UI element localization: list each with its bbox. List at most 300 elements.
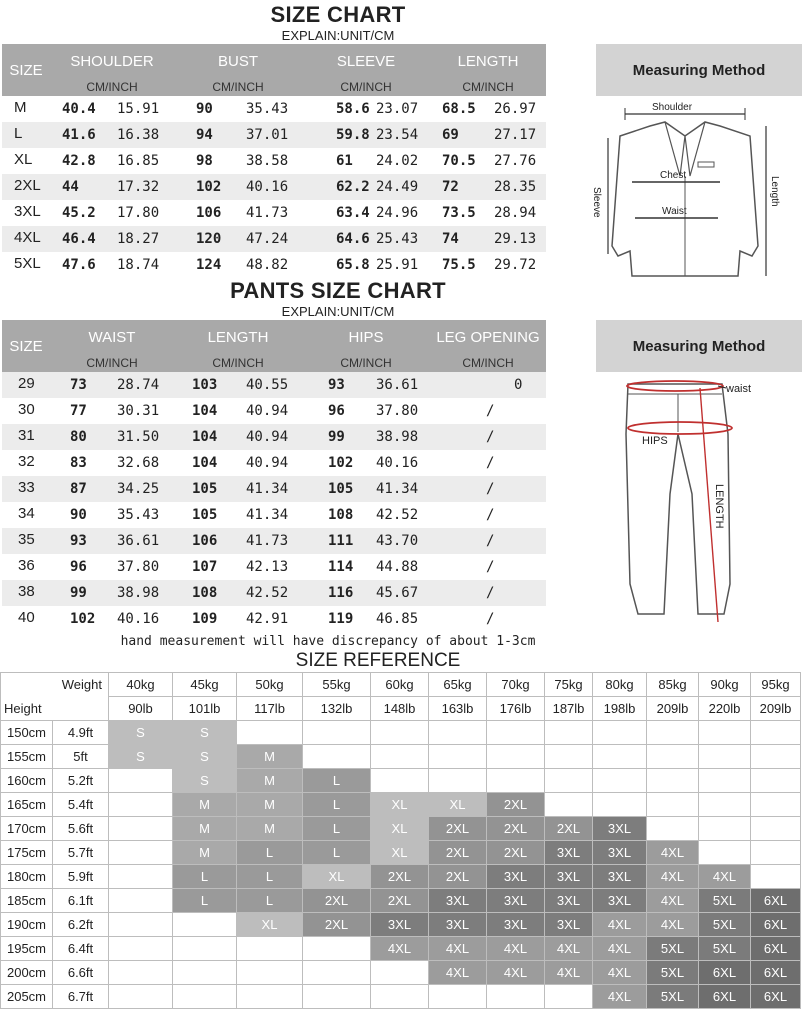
pants-row-size: 34 (18, 505, 35, 522)
size-cell (487, 985, 545, 1009)
size-cell: L (303, 841, 371, 865)
size-cell (173, 985, 237, 1009)
pants-sub-length: CM/INCH (212, 356, 264, 370)
jacket-cell: 28.94 (494, 205, 537, 221)
height-ft: 5.2ft (53, 769, 109, 793)
size-cell: 3XL (593, 841, 647, 865)
size-cell: 5XL (647, 985, 699, 1009)
size-cell: 2XL (303, 889, 371, 913)
weight-lb: 132lb (303, 697, 371, 721)
reference-row (1, 937, 801, 961)
pants-row (2, 476, 546, 502)
size-cell (109, 985, 173, 1009)
size-cell (751, 817, 801, 841)
weight-kg: 70kg (487, 673, 545, 697)
size-cell (237, 721, 303, 745)
height-ft: 5.4ft (53, 793, 109, 817)
reference-row (1, 721, 801, 745)
size-cell (751, 865, 801, 889)
jacket-cell: 47.24 (246, 231, 289, 247)
jacket-cell: 74 (442, 231, 459, 247)
size-cell: 6XL (751, 937, 801, 961)
size-cell (699, 817, 751, 841)
reference-row (1, 865, 801, 889)
jacket-col-shoulder: SHOULDER (70, 53, 154, 70)
pants-cell: 37.80 (376, 403, 419, 419)
size-cell (109, 817, 173, 841)
jacket-cell: 38.58 (246, 153, 289, 169)
pants-cell: 37.80 (117, 559, 160, 575)
size-cell (751, 793, 801, 817)
size-cell: L (237, 889, 303, 913)
size-cell: 3XL (487, 913, 545, 937)
pants-cell: 34.25 (117, 481, 160, 497)
jacket-row-size: 2XL (14, 177, 41, 194)
pants-row-size: 31 (18, 427, 35, 444)
jacket-row (2, 96, 546, 122)
jacket-cell: 44 (62, 179, 79, 195)
jacket-row-size: 3XL (14, 203, 41, 220)
diagram-chest-label: Chest (660, 170, 687, 181)
jacket-row-size: XL (14, 151, 33, 168)
size-cell: L (237, 841, 303, 865)
size-cell (109, 793, 173, 817)
diagram-sleeve-label: Sleeve (591, 187, 602, 218)
jacket-cell: 29.13 (494, 231, 537, 247)
pants-cell: 30.31 (117, 403, 160, 419)
pants-cell: 104 (192, 455, 218, 471)
pants-cell: 77 (70, 403, 87, 419)
pants-explain: EXPLAIN:UNIT/CM (281, 304, 395, 319)
pants-cell: 40.94 (246, 429, 289, 445)
size-cell: 6XL (699, 961, 751, 985)
height-cm: 190cm (1, 913, 53, 937)
jacket-cell: 29.72 (494, 257, 537, 273)
pants-cell: / (486, 429, 495, 445)
size-cell: 2XL (429, 817, 487, 841)
size-cell: 2XL (545, 817, 593, 841)
size-cell: 4XL (593, 913, 647, 937)
size-cell: L (237, 865, 303, 889)
diagram-length-label: Length (769, 176, 780, 207)
height-ft: 6.7ft (53, 985, 109, 1009)
pants-cell: 40.94 (246, 455, 289, 471)
size-cell: 4XL (545, 937, 593, 961)
size-cell (593, 793, 647, 817)
size-cell: 2XL (303, 913, 371, 937)
size-cell: 2XL (487, 793, 545, 817)
pants-cell: 93 (328, 377, 345, 393)
pants-col-size: SIZE (9, 338, 43, 355)
pants-row-size: 32 (18, 453, 35, 470)
jacket-cell: 40.16 (246, 179, 289, 195)
pants-cell: 104 (192, 429, 218, 445)
pants-cell: 105 (328, 481, 354, 497)
pants-cell: 41.73 (246, 533, 289, 549)
size-cell: L (303, 817, 371, 841)
size-cell (237, 985, 303, 1009)
size-cell: 3XL (593, 889, 647, 913)
jacket-cell: 46.4 (62, 231, 96, 247)
jacket-cell: 102 (196, 179, 222, 195)
size-cell (699, 745, 751, 769)
height-label: Height (1, 697, 109, 721)
pants-cell: 0 (514, 377, 523, 393)
size-cell: 4XL (429, 937, 487, 961)
size-cell: 3XL (593, 865, 647, 889)
pants-cell: 119 (328, 611, 354, 627)
size-cell: 2XL (371, 889, 429, 913)
size-cell (109, 937, 173, 961)
jacket-cell: 48.82 (246, 257, 289, 273)
jacket-cell: 41.73 (246, 205, 289, 221)
pants-cell: / (486, 559, 495, 575)
jacket-cell: 25.43 (376, 231, 419, 247)
height-cm: 185cm (1, 889, 53, 913)
pants-col-hips: HIPS (348, 329, 384, 346)
size-cell: 4XL (647, 889, 699, 913)
size-cell (545, 745, 593, 769)
size-cell (109, 841, 173, 865)
pants-cell: 111 (328, 533, 354, 549)
weight-lb: 101lb (173, 697, 237, 721)
jacket-cell: 98 (196, 153, 213, 169)
size-cell: S (109, 721, 173, 745)
pants-cell: / (486, 585, 495, 601)
pants-cell: 35.43 (117, 507, 160, 523)
jacket-cell: 73.5 (442, 205, 476, 221)
pants-cell: 80 (70, 429, 87, 445)
size-cell (751, 745, 801, 769)
size-cell: S (173, 745, 237, 769)
weight-kg: 85kg (647, 673, 699, 697)
size-cell: 4XL (371, 937, 429, 961)
size-cell (545, 721, 593, 745)
size-cell: XL (371, 841, 429, 865)
jacket-cell: 24.02 (376, 153, 419, 169)
jacket-chart-title: SIZE CHART (270, 2, 406, 27)
pants-cell: 40.94 (246, 403, 289, 419)
pants-cell: 41.34 (246, 481, 289, 497)
jacket-col-size: SIZE (9, 62, 43, 79)
jacket-cell: 41.6 (62, 127, 96, 143)
size-cell: S (109, 745, 173, 769)
pants-cell: 108 (192, 585, 218, 601)
pants-cell: / (486, 611, 495, 627)
jacket-row-size: L (14, 125, 23, 142)
height-cm: 175cm (1, 841, 53, 865)
jacket-cell: 37.01 (246, 127, 289, 143)
size-cell: S (173, 721, 237, 745)
size-cell (109, 913, 173, 937)
reference-row (1, 841, 801, 865)
pants-row (2, 606, 546, 632)
size-cell: 5XL (647, 937, 699, 961)
pants-cell: 38.98 (376, 429, 419, 445)
jacket-sub-sleeve: CM/INCH (340, 80, 392, 94)
pants-cell: 32.68 (117, 455, 160, 471)
jacket-cell: 24.49 (376, 179, 419, 195)
size-cell: XL (371, 793, 429, 817)
weight-lb: 209lb (647, 697, 699, 721)
pants-cell: 38.98 (117, 585, 160, 601)
size-cell: 3XL (487, 865, 545, 889)
jacket-row (2, 148, 546, 174)
pants-sub-waist: CM/INCH (86, 356, 138, 370)
jacket-row (2, 122, 546, 148)
jacket-measuring-method: Measuring Method (596, 44, 802, 96)
size-cell (647, 817, 699, 841)
size-cell (371, 721, 429, 745)
size-cell: 6XL (751, 985, 801, 1009)
jacket-cell: 94 (196, 127, 213, 143)
jacket-cell: 45.2 (62, 205, 96, 221)
height-cm: 170cm (1, 817, 53, 841)
jacket-cell: 16.38 (117, 127, 160, 143)
jacket-cell: 25.91 (376, 257, 419, 273)
weight-lb: 148lb (371, 697, 429, 721)
size-cell (173, 937, 237, 961)
pants-cell: / (486, 455, 495, 471)
pants-sub-hips: CM/INCH (340, 356, 392, 370)
jacket-diagram (580, 96, 790, 286)
pants-cell: 73 (70, 377, 87, 393)
pants-row (2, 424, 546, 450)
size-cell: 4XL (647, 865, 699, 889)
pants-sub-leg-opening: CM/INCH (462, 356, 514, 370)
height-cm: 205cm (1, 985, 53, 1009)
size-cell (545, 985, 593, 1009)
height-ft: 5.6ft (53, 817, 109, 841)
size-cell: 4XL (429, 961, 487, 985)
size-cell: M (237, 769, 303, 793)
height-cm: 165cm (1, 793, 53, 817)
pants-cell: 116 (328, 585, 354, 601)
jacket-cell: 42.8 (62, 153, 96, 169)
jacket-cell: 16.85 (117, 153, 160, 169)
diagram-hips-label: HIPS (642, 435, 668, 447)
jacket-cell: 63.4 (336, 205, 370, 221)
size-cell: M (173, 841, 237, 865)
jacket-row (2, 200, 546, 226)
jacket-cell: 18.27 (117, 231, 160, 247)
size-cell: 3XL (371, 913, 429, 937)
pants-cell: 28.74 (117, 377, 160, 393)
size-cell (429, 985, 487, 1009)
size-cell: 4XL (647, 913, 699, 937)
jacket-cell: 17.80 (117, 205, 160, 221)
diagram-shoulder-label: Shoulder (652, 102, 693, 113)
height-ft: 5ft (53, 745, 109, 769)
jacket-cell: 59.8 (336, 127, 370, 143)
size-cell (109, 769, 173, 793)
size-cell (371, 745, 429, 769)
pants-cell: 40.16 (117, 611, 160, 627)
size-cell (699, 769, 751, 793)
size-cell: S (173, 769, 237, 793)
size-cell (429, 721, 487, 745)
size-cell: L (303, 793, 371, 817)
height-ft: 6.2ft (53, 913, 109, 937)
size-cell: 4XL (487, 937, 545, 961)
jacket-cell: 17.32 (117, 179, 160, 195)
reference-row (1, 745, 801, 769)
pants-row (2, 580, 546, 606)
size-cell (487, 745, 545, 769)
size-cell: 5XL (699, 937, 751, 961)
pants-cell: 105 (192, 507, 218, 523)
pants-row (2, 372, 546, 398)
pants-cell: 41.34 (246, 507, 289, 523)
size-cell (699, 721, 751, 745)
size-cell (429, 769, 487, 793)
size-cell (237, 961, 303, 985)
size-cell: XL (371, 817, 429, 841)
size-cell (751, 769, 801, 793)
pants-cell: 42.13 (246, 559, 289, 575)
jacket-cell: 68.5 (442, 101, 476, 117)
pants-cell: 108 (328, 507, 354, 523)
pants-col-leg-opening: LEG OPENING (436, 329, 540, 346)
size-cell (593, 721, 647, 745)
size-cell (303, 721, 371, 745)
size-cell: 3XL (545, 889, 593, 913)
pants-cell: 44.88 (376, 559, 419, 575)
pants-row (2, 528, 546, 554)
jacket-sub-shoulder: CM/INCH (86, 80, 138, 94)
weight-kg: 95kg (751, 673, 801, 697)
pants-chart-title: PANTS SIZE CHART (230, 278, 446, 303)
size-cell: M (237, 817, 303, 841)
size-cell (371, 985, 429, 1009)
jacket-row-size: M (14, 99, 27, 116)
weight-kg: 90kg (699, 673, 751, 697)
jacket-explain: EXPLAIN:UNIT/CM (281, 28, 395, 43)
size-cell: 2XL (487, 841, 545, 865)
jacket-cell: 61 (336, 153, 353, 169)
weight-lb: 220lb (699, 697, 751, 721)
pants-row-size: 30 (18, 401, 35, 418)
reference-row (1, 769, 801, 793)
size-cell: XL (429, 793, 487, 817)
height-cm: 180cm (1, 865, 53, 889)
jacket-col-length: LENGTH (457, 53, 519, 70)
jacket-cell: 24.96 (376, 205, 419, 221)
pants-row-size: 36 (18, 557, 35, 574)
reference-row (1, 913, 801, 937)
size-reference-title: SIZE REFERENCE (295, 650, 461, 671)
size-cell: 3XL (429, 889, 487, 913)
size-cell: 2XL (429, 865, 487, 889)
size-cell: 2XL (371, 865, 429, 889)
diagram-length-label: LENGTH (713, 484, 725, 529)
pants-cell: 93 (70, 533, 87, 549)
size-cell (647, 793, 699, 817)
size-cell (173, 913, 237, 937)
reference-row (1, 961, 801, 985)
weight-kg: 40kg (109, 673, 173, 697)
pants-row (2, 554, 546, 580)
size-cell (593, 769, 647, 793)
pants-cell: 40.16 (376, 455, 419, 471)
size-cell: 3XL (545, 865, 593, 889)
height-ft: 4.9ft (53, 721, 109, 745)
jacket-col-sleeve: SLEEVE (336, 53, 396, 70)
size-cell (487, 769, 545, 793)
pants-row-size: 29 (18, 375, 35, 392)
reference-row (1, 889, 801, 913)
size-cell (699, 841, 751, 865)
weight-kg: 50kg (237, 673, 303, 697)
size-cell (751, 841, 801, 865)
pants-cell: 106 (192, 533, 218, 549)
size-cell: M (173, 793, 237, 817)
weight-kg: 60kg (371, 673, 429, 697)
size-cell: 4XL (699, 865, 751, 889)
pants-cell: 87 (70, 481, 87, 497)
pants-cell: 36.61 (117, 533, 160, 549)
pants-cell: 96 (328, 403, 345, 419)
pants-cell: 46.85 (376, 611, 419, 627)
jacket-sub-bust: CM/INCH (212, 80, 264, 94)
jacket-cell: 35.43 (246, 101, 289, 117)
jacket-cell: 23.54 (376, 127, 419, 143)
size-cell (303, 745, 371, 769)
pants-row-size: 35 (18, 531, 35, 548)
size-cell: 6XL (751, 913, 801, 937)
diagram-waist-label: waist (726, 383, 752, 395)
size-cell (545, 769, 593, 793)
pants-cell: 102 (70, 611, 96, 627)
weight-lb: 176lb (487, 697, 545, 721)
size-cell: 3XL (545, 841, 593, 865)
jacket-cell: 40.4 (62, 101, 96, 117)
jacket-cell: 72 (442, 179, 459, 195)
pants-row (2, 502, 546, 528)
size-cell: 3XL (545, 913, 593, 937)
pants-cell: / (486, 533, 495, 549)
pants-cell: 45.67 (376, 585, 419, 601)
height-ft: 6.4ft (53, 937, 109, 961)
jacket-cell: 65.8 (336, 257, 370, 273)
size-cell: 5XL (647, 961, 699, 985)
jacket-cell: 26.97 (494, 101, 537, 117)
height-cm: 155cm (1, 745, 53, 769)
weight-kg: 65kg (429, 673, 487, 697)
jacket-cell: 27.76 (494, 153, 537, 169)
size-cell (371, 769, 429, 793)
weight-lb: 187lb (545, 697, 593, 721)
pants-row-size: 33 (18, 479, 35, 496)
weight-kg: 80kg (593, 673, 647, 697)
pants-cell: 36.61 (376, 377, 419, 393)
pants-cell: 40.55 (246, 377, 289, 393)
pants-cell: 107 (192, 559, 218, 575)
size-cell: 3XL (487, 889, 545, 913)
weight-lb: 163lb (429, 697, 487, 721)
size-cell: L (303, 769, 371, 793)
size-cell (109, 889, 173, 913)
size-cell (647, 745, 699, 769)
pants-diagram (600, 374, 800, 630)
size-cell (237, 937, 303, 961)
size-cell (303, 937, 371, 961)
jacket-cell: 124 (196, 257, 222, 273)
height-cm: 200cm (1, 961, 53, 985)
jacket-row (2, 252, 546, 278)
size-cell: M (173, 817, 237, 841)
pants-cell: 42.91 (246, 611, 289, 627)
